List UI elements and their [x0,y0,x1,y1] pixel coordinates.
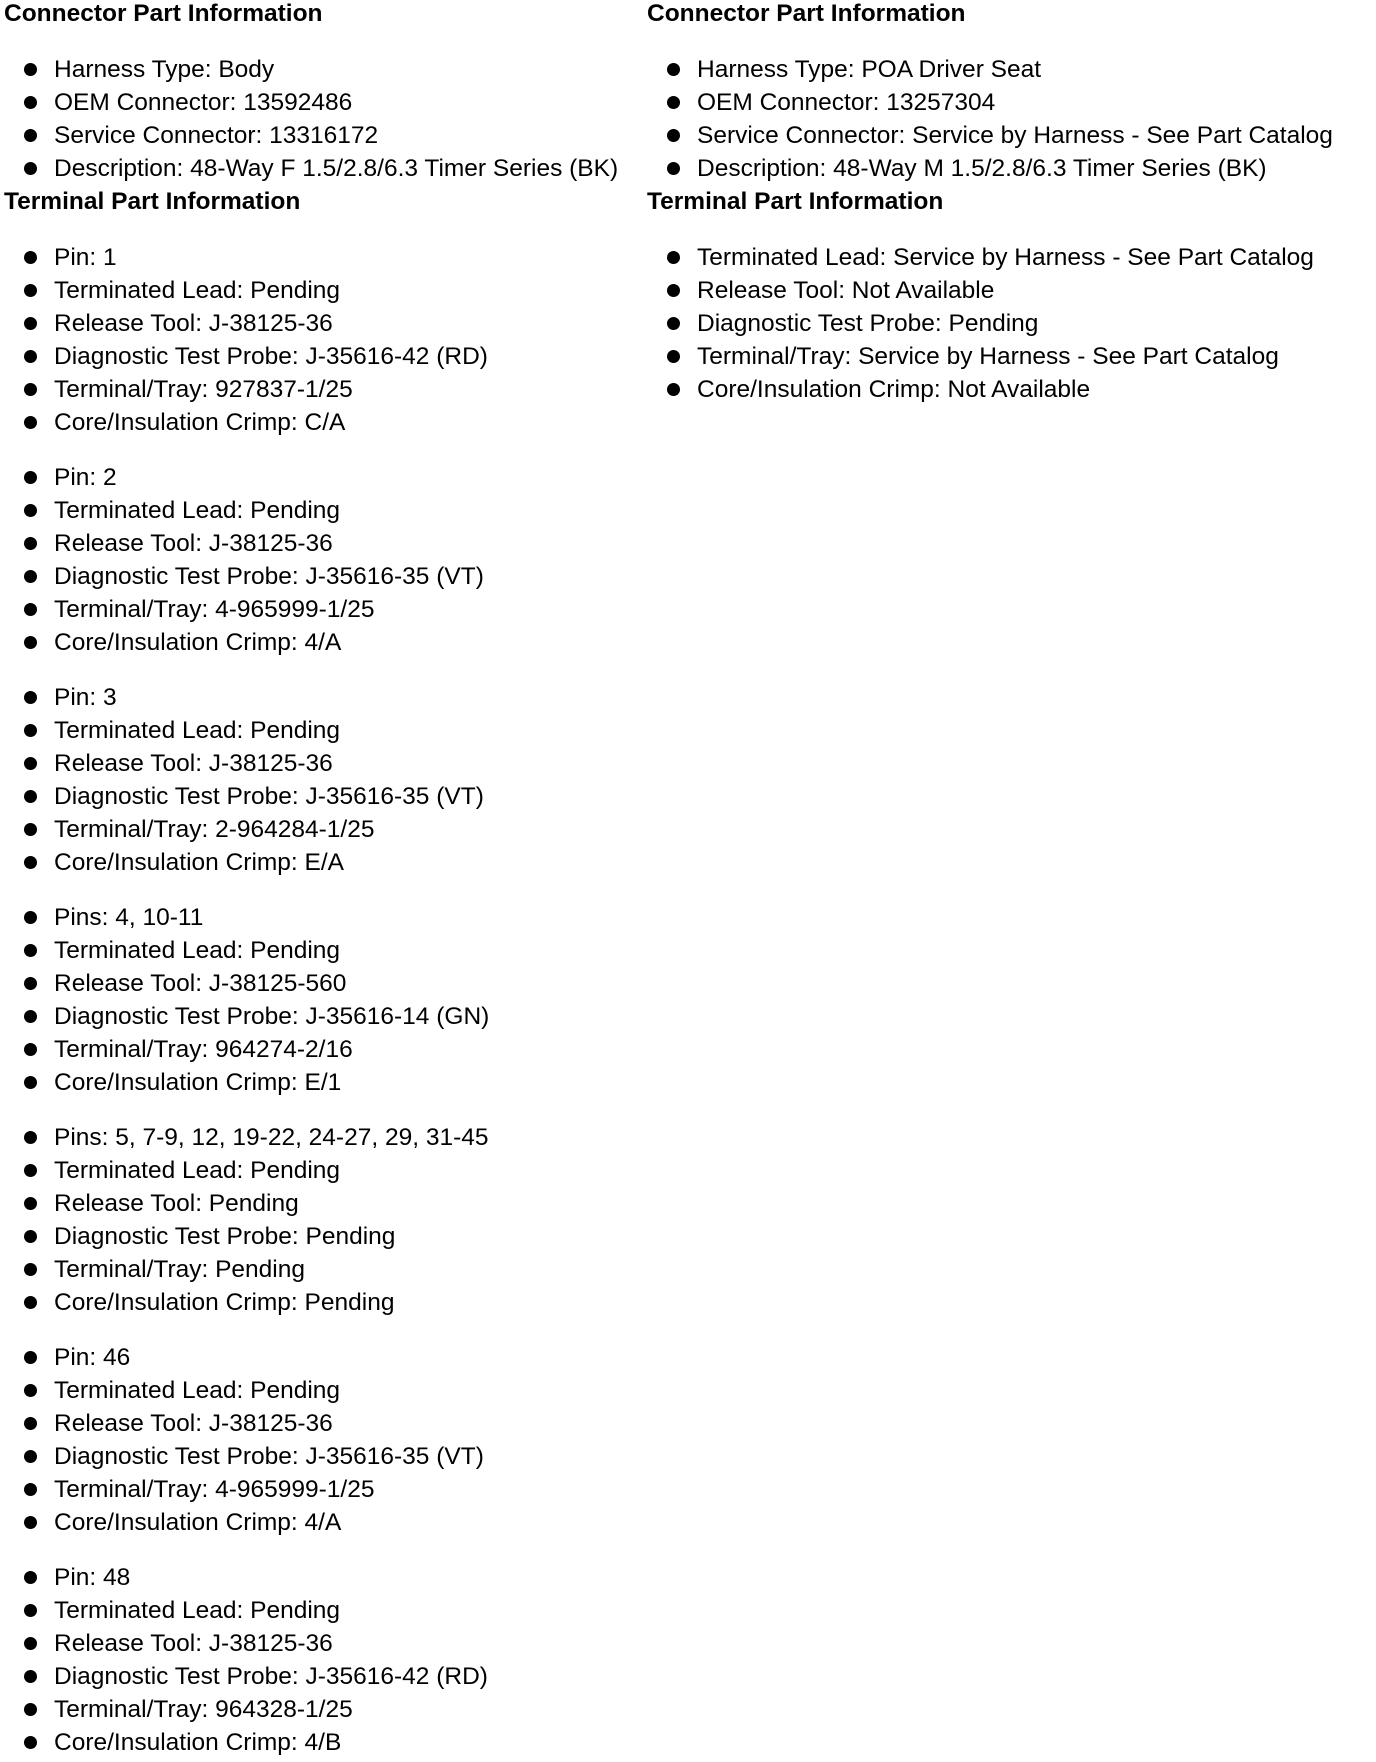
list-item: Diagnostic Test Probe: J-35616-14 (GN) [4,1000,644,1033]
list-item: Core/Insulation Crimp: Pending [4,1286,644,1319]
list-item: Diagnostic Test Probe: J-35616-35 (VT) [4,1440,644,1473]
list-item: Release Tool: J-38125-36 [4,1627,644,1660]
pin-group [4,1121,644,1319]
list-item: Release Tool: Not Available [647,274,1367,307]
list-item: Terminal/Tray: 964328-1/25 [4,1693,644,1726]
list-item: Harness Type: POA Driver Seat [647,53,1367,86]
list-item: Terminated Lead: Pending [4,934,644,967]
list-item: Terminal/Tray: 4-965999-1/25 [4,593,644,626]
list-item: Diagnostic Test Probe: Pending [4,1220,644,1253]
list-item: Release Tool: J-38125-560 [4,967,644,1000]
list-item: Terminated Lead: Pending [4,714,644,747]
list-item: Core/Insulation Crimp: E/A [4,846,644,879]
pin-group [4,241,644,439]
list-item: Core/Insulation Crimp: 4/B [4,1726,644,1759]
list-item: Pin: 1 [4,241,644,274]
list-item: Description: 48-Way F 1.5/2.8/6.3 Timer Series (BK) [4,152,644,185]
list-item: Diagnostic Test Probe: J-35616-42 (RD) [4,340,644,373]
terminal-heading: Terminal Part Information [647,188,944,215]
connector-list [647,53,1367,185]
list-item: Pin: 3 [4,681,644,714]
connector-heading: Connector Part Information [647,0,966,27]
pin-group [4,1561,644,1759]
list-item: Terminal/Tray: 4-965999-1/25 [4,1473,644,1506]
connector-heading: Connector Part Information [4,0,323,27]
list-item: Pin: 2 [4,461,644,494]
terminal-list [647,241,1367,406]
pin-group [4,681,644,879]
list-item: Core/Insulation Crimp: Not Available [647,373,1367,406]
list-item: Terminated Lead: Pending [4,1154,644,1187]
list-item: OEM Connector: 13592486 [4,86,644,119]
right-column [647,0,1367,406]
list-item: Harness Type: Body [4,53,644,86]
list-item: Terminal/Tray: 2-964284-1/25 [4,813,644,846]
list-item: Core/Insulation Crimp: E/1 [4,1066,644,1099]
list-item: Terminal/Tray: 964274-2/16 [4,1033,644,1066]
list-item: OEM Connector: 13257304 [647,86,1367,119]
list-item: Pins: 4, 10-11 [4,901,644,934]
list-item: Diagnostic Test Probe: Pending [647,307,1367,340]
pin-group [4,1341,644,1539]
list-item: Core/Insulation Crimp: C/A [4,406,644,439]
list-item: Release Tool: J-38125-36 [4,747,644,780]
list-item: Pin: 48 [4,1561,644,1594]
list-item: Terminal/Tray: Pending [4,1253,644,1286]
list-item: Terminal/Tray: Service by Harness - See Part Catalog [647,340,1367,373]
list-item: Release Tool: Pending [4,1187,644,1220]
list-item: Terminated Lead: Pending [4,274,644,307]
list-item: Core/Insulation Crimp: 4/A [4,626,644,659]
left-column [4,0,644,1759]
terminal-heading: Terminal Part Information [4,188,301,215]
list-item: Terminated Lead: Pending [4,1594,644,1627]
list-item: Terminated Lead: Pending [4,494,644,527]
list-item: Release Tool: J-38125-36 [4,307,644,340]
list-item: Service Connector: 13316172 [4,119,644,152]
list-item: Diagnostic Test Probe: J-35616-35 (VT) [4,780,644,813]
list-item: Pins: 5, 7-9, 12, 19-22, 24-27, 29, 31-45 [4,1121,644,1154]
list-item: Terminated Lead: Service by Harness - See Part Catalog [647,241,1367,274]
list-item: Release Tool: J-38125-36 [4,1407,644,1440]
list-item: Terminated Lead: Pending [4,1374,644,1407]
list-item: Core/Insulation Crimp: 4/A [4,1506,644,1539]
list-item: Diagnostic Test Probe: J-35616-42 (RD) [4,1660,644,1693]
list-item: Service Connector: Service by Harness - See Part Catalog [647,119,1367,152]
list-item: Terminal/Tray: 927837-1/25 [4,373,644,406]
list-item: Pin: 46 [4,1341,644,1374]
pin-group [4,461,644,659]
list-item: Description: 48-Way M 1.5/2.8/6.3 Timer Series (BK) [647,152,1367,185]
list-item: Release Tool: J-38125-36 [4,527,644,560]
list-item: Diagnostic Test Probe: J-35616-35 (VT) [4,560,644,593]
connector-list [4,53,644,185]
pin-group [4,901,644,1099]
